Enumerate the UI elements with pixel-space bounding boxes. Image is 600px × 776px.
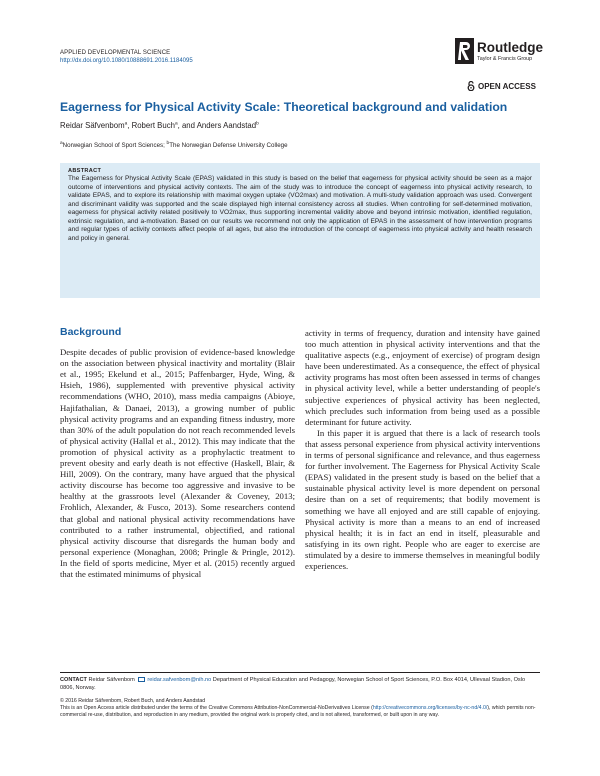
license-post: ), which permits non-commercial re-use, distribution, and reproduction in any medium, provided the original work is properly cited, and is not altered, transformed, or built upon in any way.: [60, 705, 536, 719]
author-affiliation-mark: b: [256, 121, 259, 127]
body-right-column: [305, 328, 540, 572]
routledge-logo-icon: [455, 38, 474, 64]
body-left-column: [60, 318, 295, 580]
affiliation-mark: a: [60, 141, 63, 146]
author-separator: , and: [177, 121, 197, 130]
open-lock-icon: [467, 81, 475, 91]
author-name: Reidar Säfvenbom: [60, 121, 125, 130]
contact-address: Department of Physical Education and Pedagogy, Norwegian School of Sport Sciences, P.O. Box 4014, Ullevaal Stadion, Oslo 0806, Norway.: [60, 677, 526, 691]
license-pre: This is an Open Access article distributed under the terms of the Creative Commons Attribution-NonCommercial-NoDerivatives License (: [60, 705, 373, 712]
abstract-text: The Eagerness for Physical Activity Scale (EPAS) validated in this study is based on the belief that eagerness for physical activity should be seen as a major outcome of interventions and physical activity contexts. The aim of the study was to introduce the concept of eagerness into physical activity research, to validate EPAS, and to explore its relationship with maximal oxygen uptake (VO2max) and motivation. A multi-study validation approach was used. Convergent and discriminant validity was supported and the scale displayed high internal consistency across all studies. When controlling for self-determined motivation, eagerness for physical activity related positively to VO2max, thus supporting incremental validity above and beyond intrinsic motivation, identified regulation, extrinsic regulation, and a-motivation. Based on our results we recommend not only the application of EPAS in the assessment of how intervention programs and regular types of activity contexts affect people of all ages, but also the introduction of the concept of eagerness into physical activity and health research and policy in general.: [68, 175, 532, 242]
license-link[interactable]: http://creativecommons.org/licenses/by-nc-nd/4.0/: [372, 705, 488, 712]
affiliation-text: The Norwegian Defense University College: [169, 142, 288, 150]
author-separator: ,: [127, 121, 132, 130]
contact-info: [60, 676, 540, 692]
open-access-label: OPEN ACCESS: [478, 81, 536, 91]
body-paragraph: In this paper it is argued that there is a lack of research tools that assess personal experience from physical activity interventions in terms of personal significance and relevance, and thus eagerness for further involvement. The Eagerness for Physical Activity Scale (EPAS) validated in the present study is based on the belief that a sustainable physical activity level is more dependent on personal desire than on a set of requirements; that bodily movement is something we have all enjoyed and are still capable of enjoying. Physical activity is more than a means to an end of increased physical health; it is in fact an end in itself, pleasurable and satisfying in its own right. People who are eager to exercise are stimulated by a desire to immerse themselves in meaningful bodily experiences.: [305, 427, 540, 571]
affiliation-mark: b: [166, 141, 170, 146]
footer-divider: [60, 672, 540, 673]
license-text: [60, 705, 540, 719]
section-heading: Background: [60, 326, 122, 338]
publisher-subtitle: Taylor & Francis Group: [477, 55, 533, 62]
contact-label: CONTACT: [60, 677, 87, 683]
contact-name: Reidar Säfvenbom: [88, 677, 135, 683]
body-paragraph: activity in terms of frequency, duration and intensity have gained too much attention in physical activity interventions and that the qualitative aspects (e.g., enjoyment of exercise) of program design have been underestimated. As a consequence, the effect of physical activity programs has most often been assessed in terms of changes in physical activity level, while a better understanding of people's subjective experiences of physical activity has been neglected, which precludes such information from being used as a possible determinant for future activity.: [305, 328, 540, 427]
author-affiliation-mark: a: [124, 121, 128, 127]
journal-name: APPLIED DEVELOPMENTAL SCIENCE: [60, 50, 171, 56]
open-access-badge: [467, 81, 536, 91]
author-name: Robert Buch: [131, 121, 175, 130]
abstract-box: [60, 163, 540, 298]
abstract-heading: ABSTRACT: [68, 168, 102, 174]
article-title: Eagerness for Physical Activity Scale: Theoretical background and validation: [60, 100, 508, 114]
affiliations: [60, 141, 288, 149]
copyright-line: © 2016 Reidar Säfvenbom, Robert Buch, and Anders Aandstad: [60, 698, 206, 704]
copyright-notice: [60, 698, 540, 720]
author-affiliation-mark: a: [174, 121, 178, 127]
email-icon: [138, 677, 145, 682]
author-name: Anders Aandstad: [196, 121, 257, 130]
doi-link[interactable]: http://dx.doi.org/10.1080/10888691.2016.1184095: [60, 58, 193, 64]
publisher-name: Routledge: [477, 39, 543, 55]
contact-email-link[interactable]: reidar.safvenbom@nih.no: [147, 677, 212, 683]
affiliation-text: Norwegian School of Sport Sciences;: [62, 142, 167, 150]
body-paragraph: Despite decades of public provision of evidence-based knowledge on the association between physical inactivity and mortality (Blair et al., 1995; Ekelund et al., 2015; Paffenbarger, Hyde, Wing, & Hsieh, 1986), supplemented with preventive physical activity recommendations (WHO, 2010), mass media campaigns (Abioye, Hajifathalian, & Danaei, 2013), a growing number of public physical activity programs and an expanding fitness industry, more than 30% of the adult population do not reach recommended levels of physical activity (Hallal et al., 2012). This may indicate that the promotion of physical activity as a prophylactic treatment to prevent obesity and early death is not effective (Haskell, Blair, & Hill, 2009). On the contrary, many have argued that the physical activity discourse has become too aggressive and invasive to be healthy at the grassroots level (Alexander & Coveney, 2013; Frohlich, Alexander, & Fusco, 2013). Some researchers contend that global and national physical activity recommendations have contributed to a rather instrumental, objectified, and rational physical activity discourse that disregards the human body and personal experience (Monaghan, 2008; Pringle & Pringle, 2012). In the field of sports medicine, Myer et al. (2015) recently argued that the estimated minimums of physical: [60, 347, 295, 579]
author-list: [60, 121, 259, 130]
publisher-logo[interactable]: [455, 38, 543, 64]
